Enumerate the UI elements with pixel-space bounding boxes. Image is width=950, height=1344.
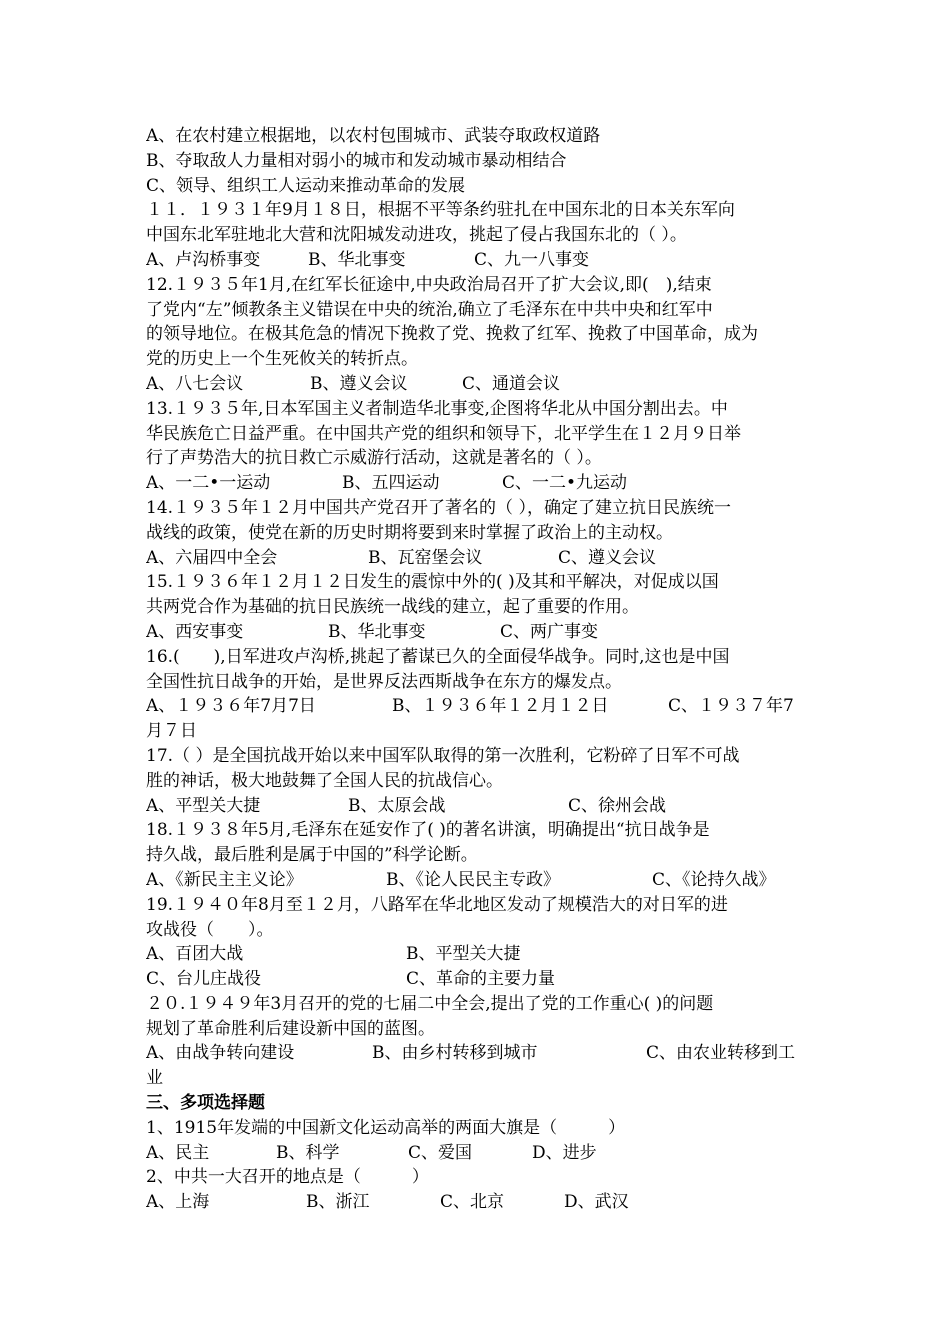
option-b: B、五四运动	[342, 473, 440, 494]
question-12-line: 的领导地位。在极其危急的情况下挽救了党、挽救了红军、挽救了中国革命，成为	[146, 324, 758, 345]
option-d: D、进步	[532, 1142, 597, 1163]
question-15-line: 15.１９３６年１２月１２日发生的震惊中外的( )及其和平解决，对促成以国	[146, 572, 719, 593]
question-15-line: 共两党合作为基础的抗日民族统一战线的建立，起了重要的作用。	[146, 597, 639, 618]
option-c: C、遵义会议	[558, 547, 657, 568]
section-3	[146, 1091, 810, 1215]
question-11-options	[146, 248, 810, 273]
q10-option-a: A、在农村建立根据地，以农村包围城市、武装夺取政权道路	[146, 126, 601, 146]
option-d: D、武汉	[564, 1192, 629, 1213]
option-c: C、徐州会战	[568, 795, 667, 816]
option-a: A、１９３６年7月7日	[146, 696, 316, 717]
question-20-options	[146, 1041, 810, 1066]
question-11-line: 中国东北军驻地北大营和沈阳城发动进攻，挑起了侵占我国东北的（ ）。	[146, 225, 687, 246]
option-b: B、华北事变	[308, 249, 406, 270]
question-16-options	[146, 694, 810, 719]
question-14-line: 战线的政策，使党在新的历史时期将要到来时掌握了政治上的主动权。	[146, 522, 673, 543]
option-b: B、太原会战	[348, 795, 446, 816]
question-13	[146, 397, 810, 496]
multi-question-1-options	[146, 1141, 810, 1166]
question-17	[146, 744, 810, 818]
question-20-line: ２０.１９４９年3月召开的党的七届二中全会,提出了党的工作重心( )的问题	[146, 993, 714, 1014]
q10-option-c: C、领导、组织工人运动来推动革命的发展	[146, 175, 466, 196]
question-19-line: 攻战役（ ）。	[146, 919, 274, 940]
question-18-line: 18.１９３８年5月,毛泽东在延安作了( )的著名讲演，明确提出“抗日战争是	[146, 820, 710, 841]
option-b: B、浙江	[306, 1192, 370, 1213]
question-18-line: 持久战，最后胜利是属于中国的”科学论断。	[146, 845, 478, 866]
option-a: A、百团大战	[146, 944, 244, 965]
question-13-line: 行了声势浩大的抗日救亡示威游行活动，这就是著名的（ ）。	[146, 448, 602, 469]
multi-question-2	[146, 1165, 810, 1215]
question-13-options	[146, 471, 810, 496]
question-12-line: 党的历史上一个生死攸关的转折点。	[146, 349, 418, 370]
option-c: C、一二•九运动	[502, 473, 628, 494]
option-c: C、由农业转移到工	[646, 1043, 796, 1064]
question-19	[146, 893, 810, 992]
option-c: C、《论持久战》	[652, 869, 776, 890]
q10-option-b: B、夺取敌人力量相对弱小的城市和发动城市暴动相结合	[146, 150, 567, 171]
option-a: A、西安事变	[146, 621, 244, 642]
option-a: A、八七会议	[146, 373, 244, 394]
option-a: A、六届四中全会	[146, 547, 278, 568]
option-a: A、平型关大捷	[146, 795, 261, 816]
question-14-line: 14.１９３５年１２月中国共产党召开了著名的（ ），确定了建立抗日民族统一	[146, 497, 731, 518]
question-17-line: 17.（ ）是全国抗战开始以来中国军队取得的第一次胜利，它粉碎了日军不可战	[146, 745, 740, 766]
option-c: C、爱国	[408, 1142, 473, 1163]
option-a: A、一二•一运动	[146, 473, 271, 494]
question-17-options	[146, 794, 810, 819]
question-15	[146, 570, 810, 644]
question-12-line: 12.１９３５年1月,在红军长征途中,中央政治局召开了扩大会议,即( ),结束	[146, 274, 712, 295]
question-12-options	[146, 372, 810, 397]
option-b: B、瓦窑堡会议	[368, 547, 483, 568]
question-17-line: 胜的神话，极大地鼓舞了全国人民的抗战信心。	[146, 770, 503, 791]
multi-question-2-options	[146, 1190, 810, 1215]
option-c: C、１９３７年7	[668, 696, 794, 717]
question-15-options	[146, 620, 810, 645]
question-20-option-continuation: 业	[146, 1068, 163, 1089]
question-20-line: 规划了革命胜利后建设新中国的蓝图。	[146, 1018, 435, 1039]
question-20	[146, 992, 810, 1091]
option-a: A、上海	[146, 1192, 210, 1213]
question-19-options-row	[146, 967, 810, 992]
multi-question-2-line: 2、中共一大召开的地点是（ ）	[146, 1167, 429, 1188]
option-b: B、遵义会议	[310, 373, 408, 394]
question-16-option-continuation: 月７日	[146, 721, 197, 742]
question-18	[146, 818, 810, 892]
option-b: B、华北事变	[328, 621, 426, 642]
multi-question-1	[146, 1116, 810, 1166]
option-a: A、由战争转向建设	[146, 1043, 295, 1064]
option-c: C、北京	[440, 1192, 505, 1213]
question-12-line: 了党内“左”倾教条主义错误在中央的统治,确立了毛泽东在中共中央和红军中	[146, 299, 713, 320]
option-b: B、《论人民民主专政》	[386, 869, 560, 890]
option-b: B、科学	[276, 1142, 340, 1163]
option-a: A、卢沟桥事变	[146, 249, 261, 270]
option-c: C、两广事变	[500, 621, 599, 642]
multi-question-1-line: 1、1915年发端的中国新文化运动高举的两面大旗是（ ）	[146, 1117, 626, 1138]
option-b: B、１９３６年１２月１２日	[392, 696, 609, 717]
question-19-line: 19.１９４０年8月至１２月，八路军在华北地区发动了规模浩大的对日军的进	[146, 894, 728, 915]
option-b: B、平型关大捷	[406, 944, 521, 965]
question-14	[146, 496, 810, 570]
document-page	[146, 124, 810, 1215]
question-11-line: １１．１９３１年9月１８日，根据不平等条约驻扎在中国东北的日本关东军向	[146, 200, 735, 221]
question-16-line: 全国性抗日战争的开始，是世界反法西斯战争在东方的爆发点。	[146, 671, 622, 692]
question-18-options	[146, 868, 810, 893]
option-a: A、民主	[146, 1142, 210, 1163]
option-b: B、由乡村转移到城市	[372, 1043, 538, 1064]
question-13-line: 13.１９３５年,日本军国主义者制造华北事变,企图将华北从中国分割出去。中	[146, 398, 728, 419]
section-heading: 三、多项选择题	[146, 1093, 265, 1114]
question-11	[146, 198, 810, 272]
option-c: C、台儿庄战役	[146, 969, 262, 990]
option-c-second: C、革命的主要力量	[406, 969, 556, 990]
question-12	[146, 273, 810, 397]
option-a: A、《新民主主义论》	[146, 869, 303, 890]
question-16-line: 16.( ),日军进攻卢沟桥,挑起了蓄谋已久的全面侵华战争。同时,这也是中国	[146, 646, 730, 667]
option-c: C、九一八事变	[474, 249, 590, 270]
question-19-options-row	[146, 942, 810, 967]
question-14-options	[146, 546, 810, 571]
question-13-line: 华民族危亡日益严重。在中国共产党的组织和领导下，北平学生在１２月９日举	[146, 423, 741, 444]
option-c: C、通道会议	[462, 373, 561, 394]
question-16	[146, 645, 810, 744]
